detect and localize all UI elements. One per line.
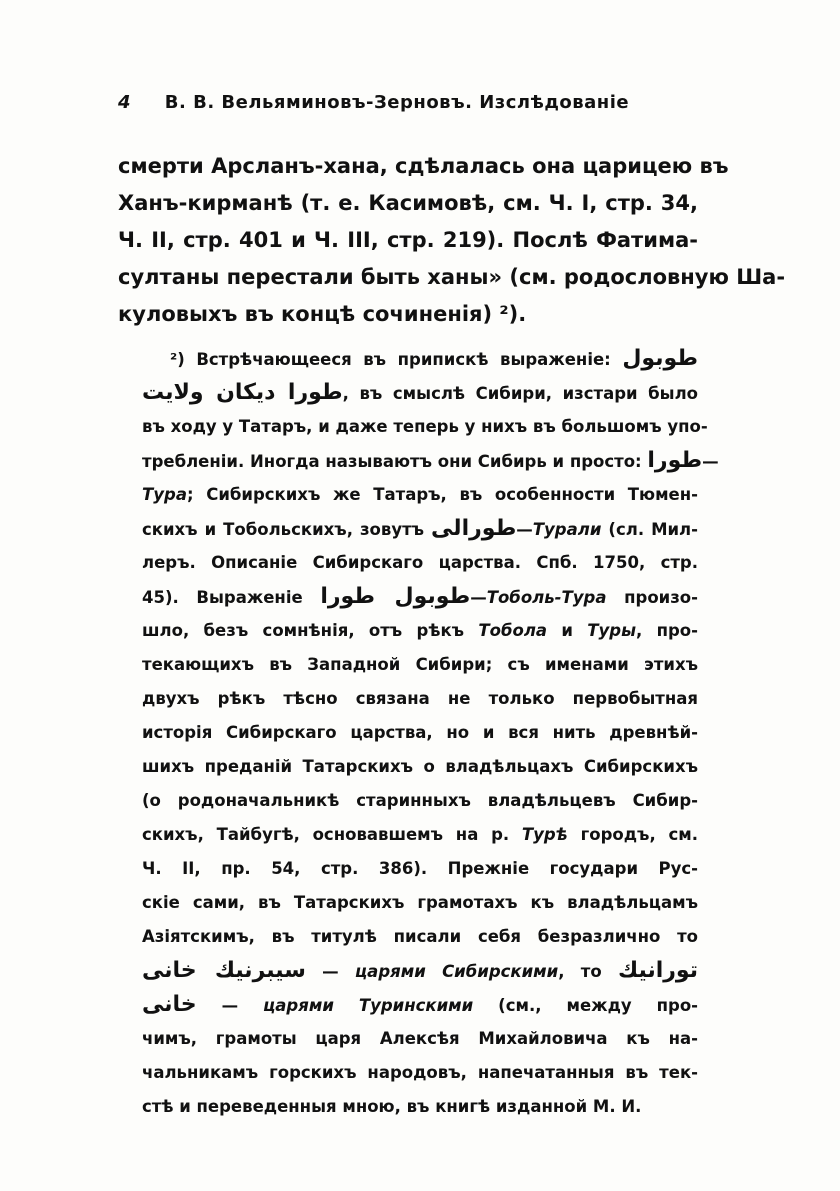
footnote-line: двухъ рѣкъ тѣсно связана не только первобытная xyxy=(142,689,698,708)
footnote-line: исторія Сибирскаго царства, но и вся нить древнѣй- xyxy=(142,723,698,742)
arabic-word: طورا xyxy=(647,448,703,473)
arabic-word: سيبرنيك خانى xyxy=(142,958,306,983)
footnote-line: طورا ديكان ولايت, въ смыслѣ Сибири, изстари было xyxy=(142,380,698,405)
arabic-word: تورانيك xyxy=(617,958,698,983)
footnote-marker: ²) xyxy=(170,350,185,369)
footnote-line: чимъ, грамоты царя Алексѣя Михайловича къ на- xyxy=(142,1029,698,1048)
arabic-word: طورا ديكان ولايت xyxy=(142,380,343,405)
footnote-line: леръ. Описаніе Сибирскаго царства. Спб. 1750, стр. xyxy=(142,553,698,572)
arabic-word: طوبول xyxy=(622,346,698,371)
footnote-line: текающихъ въ Западной Сибири; съ именами этихъ xyxy=(142,655,698,674)
footnote-line: чальникамъ горскихъ народовъ, напечатанныя въ тек- xyxy=(142,1063,698,1082)
footnote-line: (о родоначальникѣ старинныхъ владѣльцевъ Сибир- xyxy=(142,791,698,810)
footnote-line: Тура; Сибирскихъ же Татаръ, въ особенности Тюмен- xyxy=(142,485,698,504)
footnote-line: Азіятскимъ, въ титулѣ писали себя безразлично то xyxy=(142,927,698,946)
footnote xyxy=(142,342,719,1124)
running-title: В. В. Вельяминовъ-Зерновъ. Изслѣдованіе xyxy=(164,92,630,113)
footnote-line: скихъ и Тобольскихъ, зовутъ طورالى—Турали (сл. Мил- xyxy=(142,516,698,541)
main-text-line: Ханъ-кирманѣ (т. е. Касимовѣ, см. Ч. I, стр. 34, xyxy=(118,191,698,215)
footnote-line: шло, безъ сомнѣнія, отъ рѣкъ Тобола и Туры, про- xyxy=(142,621,698,640)
footnote-line: خانى — царями Туринскими (см., между про- xyxy=(142,992,699,1017)
main-text-line: смерти Арсланъ-хана, сдѣлалась она царицею въ xyxy=(118,154,729,178)
footnote-line: скіе сами, въ Татарскихъ грамотахъ къ владѣльцамъ xyxy=(142,893,698,912)
page-number: 4 xyxy=(118,92,132,113)
footnote-line: въ ходу у Татаръ, и даже теперь у нихъ въ большомъ упо- xyxy=(142,417,708,436)
arabic-word: خانى xyxy=(142,992,197,1017)
footnote-line: ²) Встрѣчающееся въ припискѣ выраженіе: طوبول xyxy=(170,346,698,371)
arabic-word: طورالى xyxy=(431,516,517,541)
footnote-line: скихъ, Тайбугѣ, основавшемъ на р. Турѣ городъ, см. xyxy=(142,825,699,844)
footnote-line: سيبرنيك خانى — царями Сибирскими, то تورانيك xyxy=(142,958,698,983)
footnote-line: Ч. II, пр. 54, стр. 386). Прежніе государи Рус- xyxy=(142,859,698,878)
main-text-line: султаны перестали быть ханы» (см. родословную Ша- xyxy=(118,265,786,289)
arabic-word: طوبول طورا xyxy=(320,584,471,609)
footnote-line: стѣ и переведенныя мною, въ книгѣ изданной М. И. xyxy=(142,1097,642,1116)
footnote-line: шихъ преданій Татарскихъ о владѣльцахъ Сибирскихъ xyxy=(142,757,698,776)
main-text xyxy=(118,148,786,333)
main-text-line: Ч. II, стр. 401 и Ч. III, стр. 219). Послѣ Фатима- xyxy=(118,228,698,252)
footnote-line: требленіи. Иногда называютъ они Сибирь и просто: طورا— xyxy=(142,448,719,473)
footnote-line: 45). Выраженіе طوبول طورا—Тоболь-Тура произо- xyxy=(142,584,698,609)
running-header xyxy=(118,92,698,113)
main-text-line: куловыхъ въ концѣ сочиненія) ²). xyxy=(118,302,527,326)
